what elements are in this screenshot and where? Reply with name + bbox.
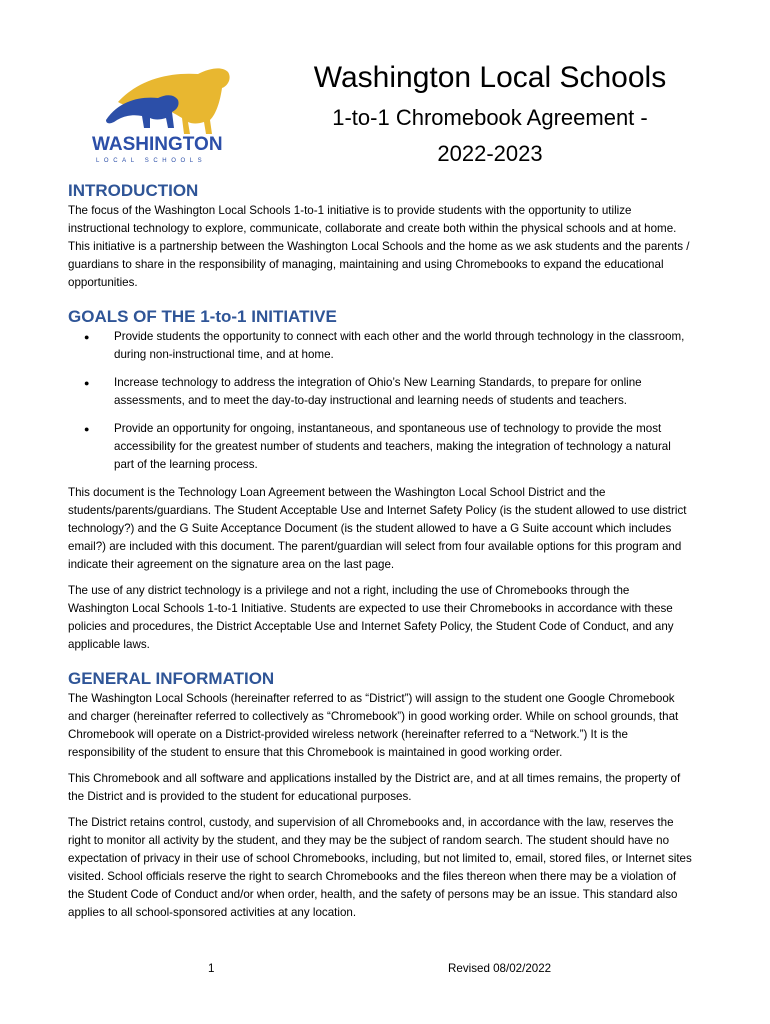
intro-heading: INTRODUCTION: [68, 181, 199, 200]
page-number: 1: [208, 962, 215, 975]
document-subtitle-line2: 2022-2023: [437, 141, 543, 166]
intro-paragraph: The focus of the Washington Local Schools 1-to-1 initiative is to provide students with the opportunity to utilize instructional technology to explore, communicate, collaborate and create both within the physical schools and at home. This initiative is a partnership between the Washington Local Schools and the home as we ask students and the parents / guardians to share in the responsibility of managing, maintaining and using Chromebooks to expand the educational opportunities.: [68, 204, 690, 289]
document-body: [68, 180, 693, 930]
logo-subtext: LOCAL SCHOOLS: [96, 158, 207, 164]
goals-paragraph-2: The use of any district technology is a privilege and not a right, including the use of Chromebooks through the Washington Local Schools 1-to-1 Initiative. Students are expected to use their Chromebooks in accordance with these policies and procedures, the District Acceptable Use and Internet Safety Policy, the Student Code of Conduct, and any applicable laws.: [68, 584, 674, 651]
general-heading: GENERAL INFORMATION: [68, 669, 275, 688]
general-paragraph-1: The Washington Local Schools (hereinafter referred to as “District”) will assign to the student one Google Chromebook and charger (hereinafter referred to collectively as “Chromebook”) in good working order. While on school grounds, that Chromebook will operate on a District-provided wireless network (hereinafter referred to a “Network.”) It is the responsibility of the student to ensure that this Chromebook is maintained in good working order.: [68, 692, 679, 759]
document-subtitle-line1: 1-to-1 Chromebook Agreement -: [332, 105, 648, 130]
goals-paragraph-1: This document is the Technology Loan Agreement between the Washington Local School District and the students/parents/guardians. The Student Acceptable Use and Internet Safety Policy (is the student allowed to use district technology?) and the G Suite Acceptance Document (is the student allowed to have a G Suite account which includes email?) are included with this document. The parent/guardian will select from four available options for this program and indicate their agreement on the signature area on the last page.: [68, 486, 687, 571]
general-paragraph-2: This Chromebook and all software and applications installed by the District are, and at all times remains, the property of the District and is provided to the student for educational purposes.: [68, 772, 681, 803]
goal-item: ● Increase technology to address the integration of Ohio’s New Learning Standards, to prepare for online assessments, and to meet the day-to-day instructional and learning needs of students and teachers.: [68, 374, 693, 410]
document-title: Washington Local Schools: [313, 61, 667, 94]
goal-item: ● Provide an opportunity for ongoing, instantaneous, and spontaneous use of technology to provide the most accessibility for the greatest number of students and teachers, making the integration of technology a natural part of the learning process.: [68, 420, 693, 474]
district-logo: [88, 62, 238, 166]
general-paragraph-3: The District retains control, custody, and supervision of all Chromebooks and, in accordance with the law, reserves the right to monitor all activity by the student, and they may be the subject of random search. The student should have no expectation of privacy in their use of school Chromebooks, including, but not limited to, email, stored files, or Internet sites visited. School officials reserve the right to search Chromebooks and the files thereon when there may be a violation of the Student Code of Conduct and/or when order, health, and the safety of persons may be an issue. This standard also applies to all school-sponsored activities at any location.: [68, 816, 692, 919]
goals-list: [68, 328, 693, 474]
revision-date: Revised 08/02/2022: [448, 962, 552, 975]
goals-heading: GOALS OF THE 1-to-1 INITIATIVE: [68, 307, 337, 326]
logo-wordmark: WASHINGTON: [92, 134, 223, 155]
goal-item: ● Provide students the opportunity to connect with each other and the world through technology in the classroom, during non-instructional time, and at home.: [68, 328, 693, 364]
